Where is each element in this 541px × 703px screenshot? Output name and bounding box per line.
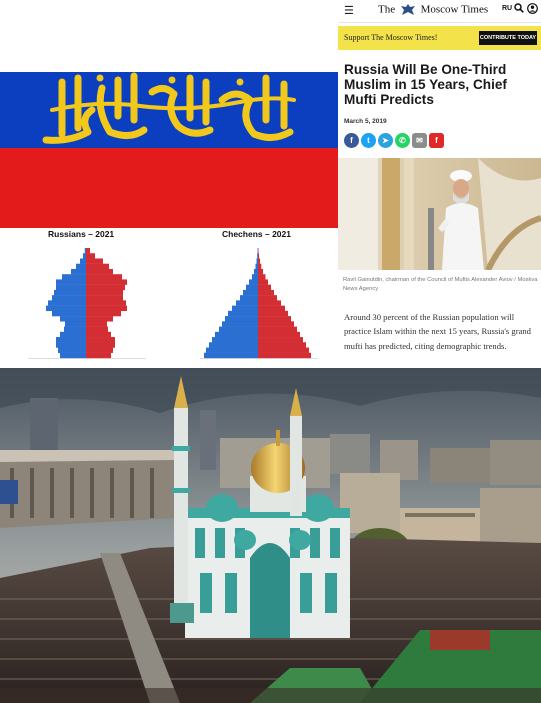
shahada-calligraphy <box>40 70 300 150</box>
pyramid-russians-female-bar <box>86 300 126 305</box>
pyramid-chechens-male-bar <box>232 306 258 311</box>
article-photo <box>338 158 541 270</box>
mosque-photo <box>0 368 541 703</box>
pyramid-russians-female-bar <box>86 264 109 269</box>
site-logo[interactable] <box>378 3 488 17</box>
pyramid-chechens-female-bar <box>258 269 263 274</box>
pyramid-chechens-female-bar <box>258 253 259 258</box>
pyramid-russians-male-bar <box>56 285 86 290</box>
pyramid-chechens-female-bar <box>258 285 271 290</box>
pyramid-chechens-male-bar <box>240 295 258 300</box>
pyramid-russians-male-bar <box>56 337 86 342</box>
email-icon[interactable]: ✉ <box>412 133 427 148</box>
pyramid-chechens-male-bar <box>206 348 258 353</box>
pyramid-chechens-female-bar <box>258 321 294 326</box>
pyramid-chechens-female-bar <box>258 306 285 311</box>
article-headline: Russia Will Be One-Third Muslim in 15 Years, Chief Mufti Predicts <box>344 62 507 107</box>
pyramid-charts <box>0 228 338 368</box>
pyramid-russians-female-bar <box>86 342 115 347</box>
pyramid-chechens-female-bar <box>258 327 297 332</box>
pyramid-chechens-female-bar <box>258 290 274 295</box>
pyramid-russians-male-bar <box>56 342 86 347</box>
pyramid-chechens-female-bar <box>258 332 300 337</box>
pyramid-russians-female-bar <box>86 337 115 342</box>
pyramid-russians-male-bar <box>60 332 86 337</box>
pyramid-russians-female-bar <box>86 316 113 321</box>
pyramid-russians-female-bar <box>86 311 121 316</box>
pyramid-russians-female-bar <box>86 295 123 300</box>
pyramid-chechens-male-bar <box>236 300 258 305</box>
pyramid-russians-male-bar <box>58 348 86 353</box>
pyramid-chechens-male-bar <box>204 353 258 358</box>
pyramid-russians-male-bar <box>46 306 86 311</box>
whatsapp-icon[interactable]: ✆ <box>395 133 410 148</box>
logo-the: The <box>378 3 396 16</box>
logo-name: Moscow Times <box>420 3 489 16</box>
pyramid-chechens-female-bar <box>258 248 259 253</box>
pyramid-chechens-male-bar <box>249 279 258 284</box>
pyramid-chechens-female-bar <box>258 300 281 305</box>
pyramid-chechens-male-bar <box>228 311 258 316</box>
pyramid-chechens-female-bar <box>258 348 309 353</box>
support-text[interactable]: Support The Moscow Times! <box>344 33 438 42</box>
telegram-icon[interactable]: ➤ <box>378 133 393 148</box>
pyramid-russians-male-bar <box>64 327 86 332</box>
pyramid-chechens-female-bar <box>258 342 306 347</box>
hamburger-menu-icon[interactable]: ☰ <box>344 5 354 17</box>
pyramid-chechens-male-bar <box>256 264 259 269</box>
pyramid-chechens-female-bar <box>258 337 303 342</box>
pyramid-russians-male-bar <box>54 290 86 295</box>
pyramid-chechens-male-bar <box>222 321 258 326</box>
pyramid-chechens-female-bar <box>258 274 266 279</box>
pyramid-russians-male-bar <box>62 274 86 279</box>
pyramid-chechens-male-bar <box>225 316 258 321</box>
news-article-panel <box>338 0 541 368</box>
pyramid-russians-male-bar <box>52 311 86 316</box>
pyramid-russians-male-bar <box>71 269 86 274</box>
article-date: March 5, 2019 <box>344 118 387 125</box>
pyramid-russians-male-bar <box>56 279 86 284</box>
pyramid-chechens-male-bar <box>252 274 258 279</box>
pyramid-russians-male-bar <box>80 258 86 263</box>
pyramid-chechens-female-bar <box>258 279 268 284</box>
pyramid-russians-female-bar <box>86 258 103 263</box>
pyramid-russians-female-bar <box>86 290 123 295</box>
site-header <box>338 0 541 23</box>
pyramid-russians-female-bar <box>86 279 127 284</box>
twitter-icon[interactable]: t <box>361 133 376 148</box>
pyramid-russians-female-bar <box>86 348 113 353</box>
pyramid-russians-male-bar <box>48 300 86 305</box>
pyramid-russians-male-bar <box>85 248 86 253</box>
pyramid-russians-female-bar <box>86 332 111 337</box>
pyramid-russians-female-bar <box>86 353 111 358</box>
photo-caption: Ravil Gainutdin, chairman of the Council of Muftis Alexander Aviov / Moskva News Agency <box>343 277 538 292</box>
pyramid-chechens-male-bar <box>254 269 258 274</box>
pyramid-russians-female-bar <box>86 274 122 279</box>
pyramid-chechens-male-bar <box>246 285 258 290</box>
pyramid-russians-female-bar <box>86 269 113 274</box>
pyramid-chechens-male-bar <box>257 253 258 258</box>
pyramid-russians-female-bar <box>86 321 107 326</box>
pyramid-chechens-male-bar <box>219 327 258 332</box>
flag-image <box>0 0 338 228</box>
pyramid-russians-female-bar <box>86 285 125 290</box>
pyramid-title-chechens: Chechens – 2021 <box>222 229 291 239</box>
flag-red-stripe <box>0 148 338 228</box>
pyramid-title-russians: Russians – 2021 <box>48 229 115 239</box>
facebook-icon[interactable]: f <box>344 133 359 148</box>
pyramid-russians-male-bar <box>60 316 86 321</box>
flag-white-stripe <box>0 0 338 72</box>
language-switch[interactable]: RU <box>502 5 513 12</box>
pyramid-chechens-female-bar <box>258 316 291 321</box>
pyramid-russians-male-bar <box>83 253 86 258</box>
flipboard-icon[interactable]: f <box>429 133 444 148</box>
pyramid-russians-female-bar <box>86 248 90 253</box>
pyramid-chechens-male-bar <box>243 290 258 295</box>
eagle-emblem-icon <box>400 3 416 17</box>
population-pyramids <box>0 228 338 368</box>
pyramid-chechens-female-bar <box>258 295 277 300</box>
user-account-icon[interactable] <box>527 3 538 14</box>
pyramid-chechens-male-bar <box>257 258 259 263</box>
pyramid-chechens-male-bar <box>212 337 258 342</box>
pyramid-russians-male-bar <box>60 353 86 358</box>
pyramid-chechens-male-bar <box>215 332 258 337</box>
contribute-button[interactable]: CONTRIBUTE TODAY <box>479 31 537 45</box>
pyramid-chechens-male-bar <box>209 342 258 347</box>
pyramid-russians-male-bar <box>65 321 86 326</box>
pyramid-chechens-female-bar <box>258 311 288 316</box>
pyramid-chechens-female-bar <box>258 353 311 358</box>
search-icon[interactable] <box>514 3 524 13</box>
pyramid-russians-female-bar <box>86 253 95 258</box>
article-lede: Around 30 percent of the Russian population will practice Islam within the next 15 years, Russia's grand mufti has predicted, citing demographic trends. <box>344 312 531 351</box>
support-banner <box>338 26 541 50</box>
pyramid-russians-male-bar <box>76 264 86 269</box>
pyramid-chechens-female-bar <box>258 264 261 269</box>
share-bar <box>344 133 446 149</box>
pyramid-russians-female-bar <box>86 306 127 311</box>
pyramid-chechens-female-bar <box>258 258 260 263</box>
pyramid-russians-male-bar <box>52 295 86 300</box>
pyramid-russians-female-bar <box>86 327 108 332</box>
